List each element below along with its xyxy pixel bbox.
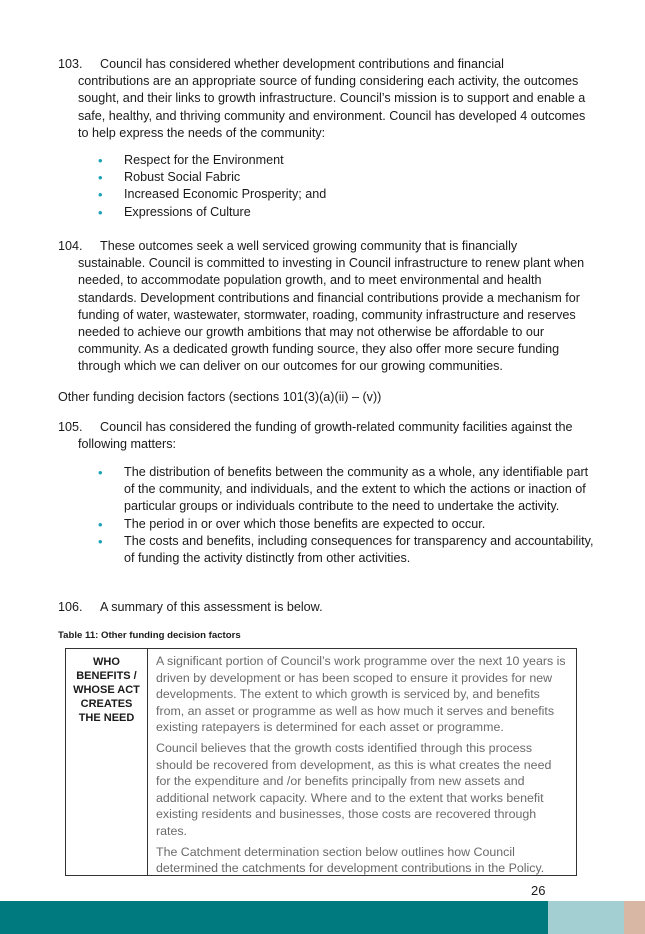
table-header-line: WHOSE ACT: [73, 684, 140, 696]
paragraph-number: 106.: [58, 600, 83, 614]
list-item: • Robust Social Fabric: [98, 170, 241, 186]
paragraph-text: contributions are an appropriate source of funding considering each activity, the outcomes sought, and their links to growth infrastructure. Council’s mission is to support and enable a safe, healthy, and thriving community and environment. Council has developed 4 outcomes to help express the needs of the community:: [78, 74, 586, 140]
list-item: • Increased Economic Prosperity; and: [98, 187, 327, 203]
table-header-line: WHO: [93, 656, 120, 668]
bullet-icon: •: [98, 170, 103, 186]
footer-bar-teal: [0, 901, 548, 934]
list-item: • Expressions of Culture: [98, 204, 251, 220]
table-paragraph: A significant portion of Council’s work programme over the next 10 years is driven by development or has been scoped to ensure it provides for new developments. The extent to which growth is serviced by, and benefits from, an asset or programme as well as how much it serves and benefits existing ratepayers is determined for each asset or programme.: [156, 654, 566, 735]
footer-bar-tan: [624, 901, 645, 934]
table-paragraph: Council believes that the growth costs identified through this process should be recovered from development, as this is what creates the need for the expenditure and /or benefits principally from new assets and additional network capacity. Where and to the extent that works benefit existing residents and businesses, those costs are recovered through rates.: [156, 740, 552, 838]
table-header-line: CREATES: [80, 698, 133, 710]
paragraph-first-line: These outcomes seek a well serviced growing community that is financially: [100, 239, 518, 253]
paragraph-105: [58, 419, 593, 453]
footer-bar: [0, 901, 645, 934]
paragraph-103: [58, 56, 593, 142]
paragraph-104: [58, 238, 593, 376]
section-subheading: Other funding decision factors (sections 101(3)(a)(ii) – (v)): [58, 390, 382, 404]
paragraph-first-line: Council has considered the funding of growth-related community facilities against the: [100, 420, 573, 434]
page-number: 26: [531, 883, 546, 898]
outcomes-list: [96, 152, 596, 221]
bullet-icon: •: [98, 516, 103, 532]
paragraph-first-line: A summary of this assessment is below.: [100, 600, 323, 614]
list-item: • Respect for the Environment: [98, 153, 284, 168]
paragraph-106: [58, 599, 593, 616]
list-item: • The costs and benefits, including consequences for transparency and accountability, of funding the activity distinctly from other activities.: [98, 533, 594, 566]
paragraph-first-line: Council has considered whether development contributions and financial: [100, 57, 504, 71]
list-item: • The period in or over which those benefits are expected to occur.: [98, 516, 486, 532]
paragraph-number: 105.: [58, 420, 83, 434]
paragraph-number: 104.: [58, 239, 83, 253]
bullet-icon: •: [98, 533, 103, 549]
paragraph-text: following matters:: [78, 437, 176, 452]
table-caption: Table 11: Other funding decision factors: [58, 630, 241, 641]
matters-list: [96, 464, 596, 567]
table-body-cell: [148, 649, 576, 875]
bullet-icon: •: [98, 204, 103, 220]
paragraph-text: sustainable. Council is committed to investing in Council infrastructure to renew plant when needed, to accommodate population growth, and to meet environmental and health standards. Development contributions and financial contributions provide a mechanism for funding of water, wastewater, stormwater, roading, community infrastructure and reserves needed to achieve our growth ambitions that may not otherwise be affordable to our community. As a dedicated growth funding source, they also offer more secure funding through which we can deliver on our outcomes for our growing communities.: [78, 256, 585, 374]
footer-bar-light: [548, 901, 624, 934]
paragraph-number: 103.: [58, 57, 83, 71]
table-paragraph: The Catchment determination section below outlines how Council determined the catchments for development contributions in the Policy.: [156, 844, 545, 876]
table-header-cell: [66, 649, 148, 875]
list-item: • The distribution of benefits between the community as a whole, any identifiable part of the community, and individuals, and the extent to which the actions or inaction of particular groups or individuals contribute to the need to undertake the activity.: [98, 465, 589, 514]
bullet-icon: •: [98, 187, 103, 203]
table-header-line: THE NEED: [78, 712, 135, 724]
bullet-icon: •: [98, 465, 103, 480]
bullet-icon: •: [98, 153, 103, 168]
funding-factors-table: [65, 648, 577, 876]
table-header-line: BENEFITS /: [76, 670, 137, 682]
